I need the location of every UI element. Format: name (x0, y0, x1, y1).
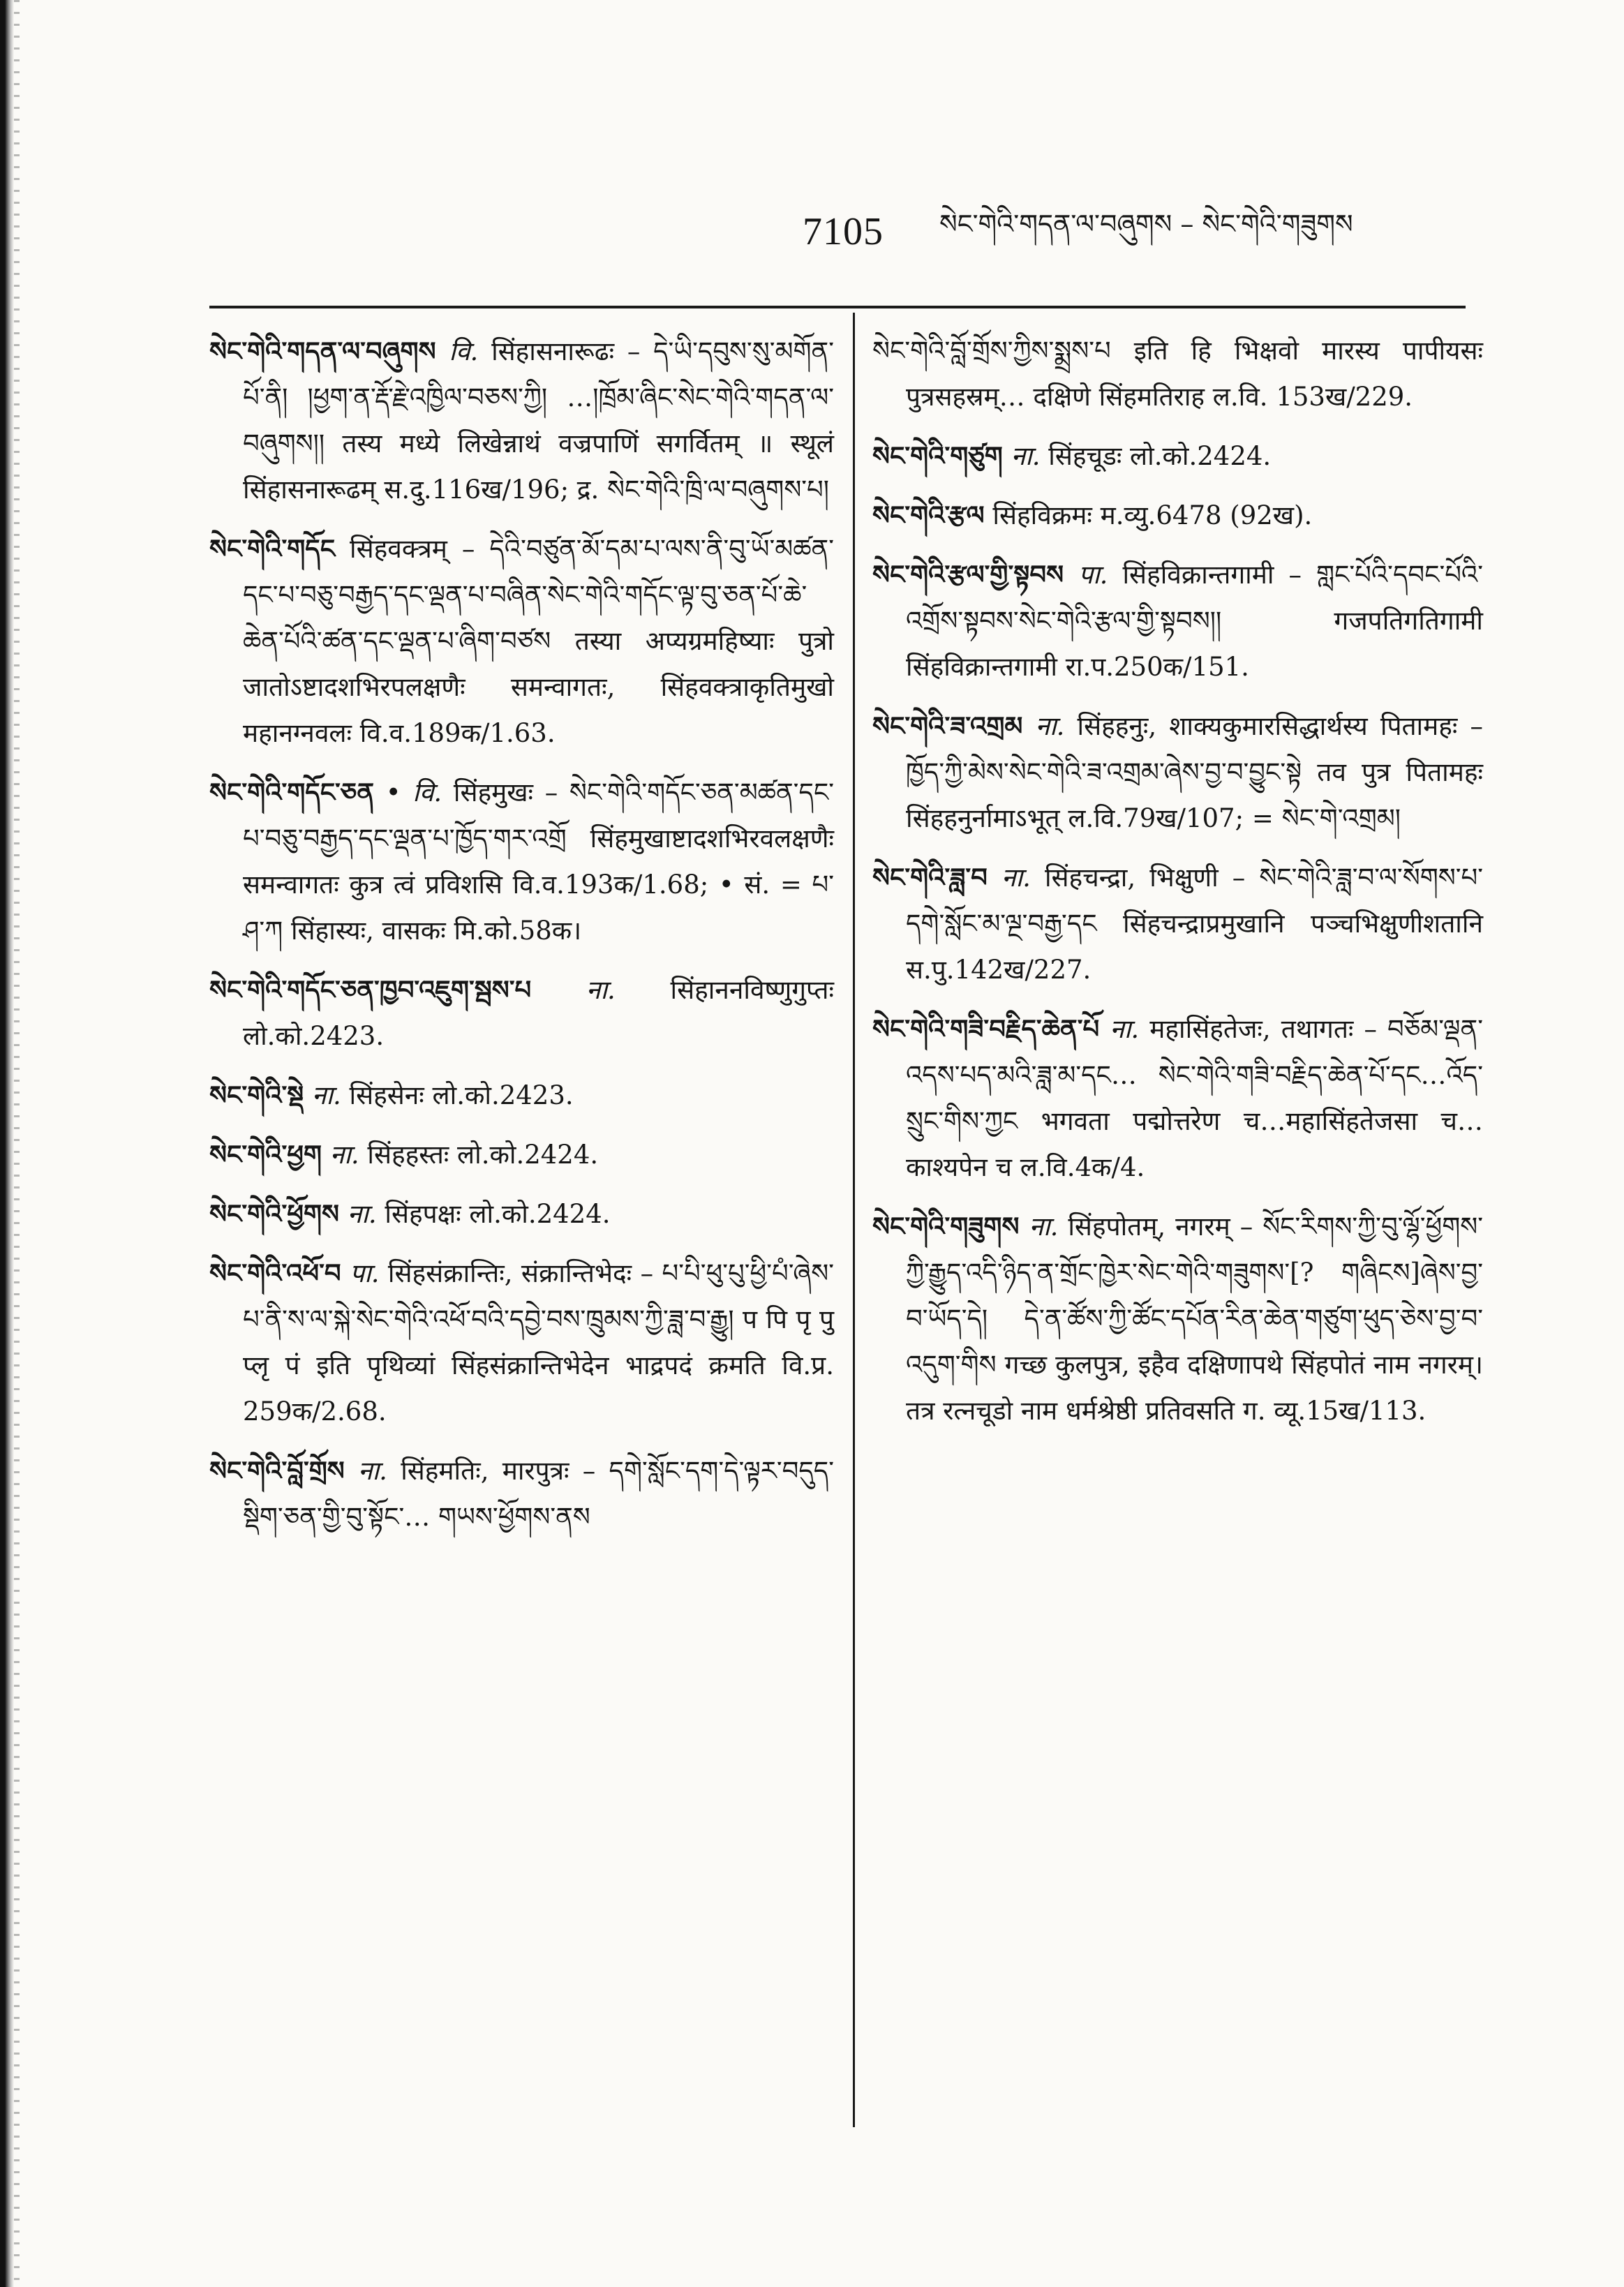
entry-body: सिंहचूडः लो.को.2424. (1048, 441, 1272, 471)
entry-body: सिंहमुखः – སེང་གེའི་གདོང་ཅན་མཚན་དང་པ་བཅུ་བརྒྱད་དང་ལྡན་པ་ཁྱོད་གར་འགྲོ सिंहमुखाष्टादशभिरवलक्षणैः समन्वागतः कुत्र त्वं प्रविशसि वि.व.193क/1.68; • सं. = པ་ཤ་ཀ सिंहास्यः, वासकः मि.को.58क। (243, 777, 834, 946)
entry-grammar: ना. (1035, 711, 1065, 741)
dictionary-entry (872, 1203, 1483, 1434)
entry-body: सिंहहनुः, शाक्यकुमारसिद्धार्थस्य पितामहः – ཁྱོད་ཀྱི་མེས་སེང་གེའི་ཟ་འགྲམ་ཞེས་བྱ་བ་བྱུང་སྟེ तव पुत्र पितामहः सिंहहनुर्नामाऽभूत् ल.वि.79ख/107; = སེང་གེ་འགྲམ། (906, 711, 1483, 833)
entry-headword: སེང་གེའི་སྡེ (209, 1080, 304, 1110)
entry-headword: སེང་གེའི་གདོང (209, 533, 336, 564)
dictionary-entry (872, 854, 1483, 993)
entry-body: सिंहविक्रान्तगामी – གླང་པོའི་དབང་པོའི་འགྲོས་སྟབས་སེང་གེའི་རྩལ་གྱི་སྟབས།། गजपतिगतिगामी सिंहविक्रान्तगामी रा.प.250क/151. (906, 560, 1484, 682)
entry-grammar: ना. (347, 1199, 377, 1229)
running-head: སེང་གེའི་གདན་ལ་བཞུགས – སེང་གེའི་གཟུགས (939, 208, 1353, 239)
dictionary-entry (209, 1191, 834, 1237)
dictionary-entry (872, 551, 1483, 690)
dictionary-entry (872, 703, 1483, 842)
entry-grammar: ना. (586, 975, 616, 1005)
entry-grammar: वि. (449, 336, 479, 366)
entry-body: སེང་གེའི་བློ་གྲོས་ཀྱིས་སྨྲས་པ इति हि भिक्षवो मारस्य पापीयसः पुत्रसहस्रम्… दक्षिणे सिंहमतिराह ल.वि. 153ख/229. (872, 336, 1483, 412)
entry-grammar: ना. (1001, 863, 1031, 893)
entry-body: सिंहपक्षः लो.को.2424. (385, 1199, 611, 1229)
entry-body: सिंहसंक्रान्तिः, संक्रान्तिभेदः – པ་པི་ཕུ་པུ་ཕྱི་པཾ་ཞེས་པ་ནི་ས་ལ་སྐེ་སེང་གེའི་འཕོ་བའི་དབྱེ་བས་ཁྲུམས་ཀྱི་ཟླ་བ་རྒྱུ། प पि पृ पु प्लृ पं इति पृथिव्यां सिंहसंक्रान्तिभेदेन भाद्रपदं क्रमति वि.प्र. 259क/2.68. (243, 1258, 834, 1426)
entry-grammar: ना. (1029, 1212, 1059, 1242)
entry-headword: སེང་གེའི་ཟླ་བ (872, 862, 988, 893)
entry-headword: སེང་གེའི་གདན་ལ་བཞུགས (209, 336, 436, 366)
entry-body: महासिंहतेजः, तथागतः – བཅོམ་ལྡན་འདས་པད་མའི་ཟླ་མ་དང… སེང་གེའི་གཟི་བརྗིད་ཆེན་པོ་དང…འོད་སྲུང་གིས་ཀྱང भगवता पद्मोत्तरेण च…महासिंहतेजसा च…काश्यपेन च ल.वि.4क/4. (906, 1014, 1484, 1182)
dictionary-entry (209, 526, 834, 757)
entry-grammar: ना. (329, 1140, 359, 1170)
dictionary-entry (209, 1447, 834, 1540)
entry-body: सिंहवक्त्रम् – དེའི་བཙུན་མོ་དམ་པ་ལས་ནི་བུ་ཡོ་མཚན་དང་པ་བཅུ་བརྒྱད་དང་ལྡན་པ་བཞིན་སེང་གེའི་གདོང་ལྟ་བུ་ཅན་པོ་ཆེ་ཆེན་པོའི་ཚན་དང་ལྡན་པ་ཞིག་བཙས तस्या अप्यग्रमहिष्याः पुत्रो जातोऽष्टादशभिरपलक्षणैः समन्वागतः, सिंहवक्त्राकृतिमुखो महानग्नवलः वि.व.189क/1.63. (243, 534, 834, 748)
entry-headword: སེང་གེའི་རྩལ (872, 500, 985, 530)
right-column (872, 328, 1483, 1447)
entry-grammar: ना. (1110, 1014, 1140, 1044)
entry-grammar: पा. (1078, 560, 1108, 590)
entry-headword: སེང་གེའི་གདོང་ཅན (209, 777, 375, 807)
entry-grammar: पा. (350, 1258, 380, 1288)
header-rule (209, 306, 1466, 308)
entry-headword: སེང་གེའི་བློ་གྲོས (209, 1455, 345, 1486)
entry-headword: སེང་གེའི་རྩལ་གྱི་སྟབས (872, 559, 1064, 590)
dictionary-entry (872, 1006, 1483, 1191)
entry-headword: སེང་གེའི་ཟ་འགྲམ (872, 710, 1023, 741)
entry-headword: སེང་གེའི་གཟུགས (872, 1211, 1020, 1242)
page-header (803, 204, 1487, 260)
entry-headword: སེང་གེའི་གདོང་ཅན་ཁྱབ་འཇུག་སྦས་པ (209, 974, 532, 1005)
entry-body: सिंहासनारूढः – དེ་ཡི་དབུས་སུ་མགོན་པོ་ནི། །ཕྱག་ན་རྡོ་རྗེ་འཁྱིལ་བཅས་ཀྱི། …།ཁྲོམ་ཞིང་སེང་གེའི་གདན་ལ་བཞུགས།། तस्य मध्ये लिखेन्नाथं वज्रपाणिं सगर्वितम् ॥ स्थूलं सिंहासनारूढम् स.दु.116ख/196; द्र. སེང་གེའི་ཁྲི་ལ་བཞུགས་པ། (243, 336, 835, 505)
dictionary-entry (209, 967, 834, 1059)
entry-grammar: ना. (358, 1456, 387, 1486)
dictionary-entry (209, 769, 834, 954)
entry-grammar: ना. (1011, 441, 1041, 471)
column-divider (853, 313, 855, 2127)
entry-headword: སེང་གེའི་འཕོ་བ (209, 1258, 341, 1288)
entry-body: सिंहपोतम्, नगरम् – སོང་རིགས་ཀྱི་བུ་ལྷོ་ཕྱོགས་ཀྱི་རྒྱུད་འདི་ཉིད་ན་གྲོང་ཁྱེར་སེང་གེའི་གཟུགས་[? གཞིངས]ཞེས་བྱ་བ་ཡོད་དེ། དེ་ན་ཚོས་ཀྱི་ཚོང་དཔོན་རིན་ཆེན་གཙུག་ཕུད་ཅེས་བྱ་བ་འདུག་གིས गच्छ कुलपुत्र, इहैव दक्षिणापथे सिंहपोतं नाम नगरम्। तत्र रत्नचूडो नाम धर्मश्रेष्ठी प्रतिवसति ग. व्यू.15ख/113. (906, 1212, 1483, 1426)
entry-grammar: • वि. (385, 777, 442, 807)
entry-body: सिंहचन्द्रा, भिक्षुणी – སེང་གེའི་ཟླ་བ་ལ་སོགས་པ་དགེ་སློང་མ་ལྔ་བརྒྱ་དང सिंहचन्द्राप्रमुखानि पञ्चभिक्षुणीशतानि स.पु.142ख/227. (906, 863, 1483, 985)
entry-grammar: ना. (311, 1080, 341, 1110)
entry-headword: སེང་གེའི་ཕྱོགས (209, 1198, 339, 1229)
dictionary-entry (872, 433, 1483, 479)
page-number: 7105 (803, 210, 884, 253)
entry-body: सिंहहस्तः लो.को.2424. (367, 1140, 599, 1170)
entry-headword: སེང་གེའི་གཟི་བརྗིད་ཆེན་པོ (872, 1013, 1100, 1044)
dictionary-entry (209, 1250, 834, 1435)
entry-body: सिंहाननविष्णुगुप्तः लो.को.2423. (243, 975, 834, 1051)
dictionary-entry (872, 328, 1483, 420)
scan-edge (0, 0, 14, 2287)
dictionary-entry (209, 1072, 834, 1119)
dictionary-entry (872, 492, 1483, 539)
dictionary-entry (209, 328, 834, 513)
left-column (209, 328, 834, 1553)
scan-edge-noise (14, 0, 20, 2287)
entry-body: सिंहमतिः, मारपुत्रः – དགེ་སློང་དག་དེ་ལྟར་བདུད་སྡིག་ཅན་གྱི་བུ་སྟོང་… གཡས་ཕྱོགས་ནས (243, 1456, 834, 1532)
dictionary-entry (209, 1131, 834, 1178)
entry-body: सिंहविक्रमः म.व्यु.6478 (92ख). (992, 500, 1313, 530)
entry-body: सिंहसेनः लो.को.2423. (349, 1080, 574, 1110)
entry-headword: སེང་གེའི་ཕྱག (209, 1139, 322, 1170)
entry-headword: སེང་གེའི་གཙུག (872, 440, 1003, 471)
